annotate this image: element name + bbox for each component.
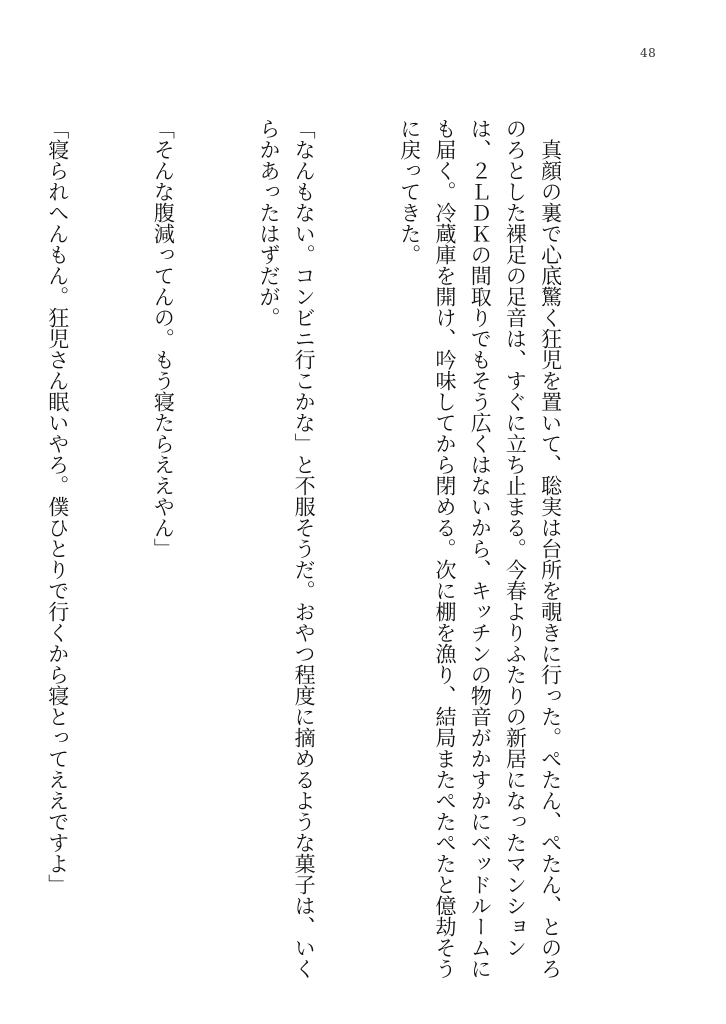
paragraph-1: 真顔の裏で心底驚く狂児を置いて、聡実は台所を覗きに行った。ぺたん、ぺたん、とのろのろとした裸足の足音は、すぐに立ち止まる。今春よりふたりの新居になったマンションは、２ＬＤＫの間取りでもそう広くはないから、キッチンの物音がかすかにベッドルームにも届く。冷蔵庫を開け、吟味してから閉める。次に棚を漁り、結局またぺたぺたと億劫そうに戻ってきた。 [397,118,563,979]
paragraph-2: 「なんもない。コンビニ行こかな」と不服そうだ。おやつ程度に摘めるような菓子は、いくらかあったはずだが。 [256,118,317,979]
body-text [0,118,638,988]
paragraph-3: 「そんな腹減ってんの。もう寝たらええやん」 [151,118,176,559]
page-number: 48 [640,46,657,60]
paragraph-4: 「寝られへんもん。狂児さん眠いやろ。僕ひとりで行くから寝とってええですよ」 [45,118,70,895]
